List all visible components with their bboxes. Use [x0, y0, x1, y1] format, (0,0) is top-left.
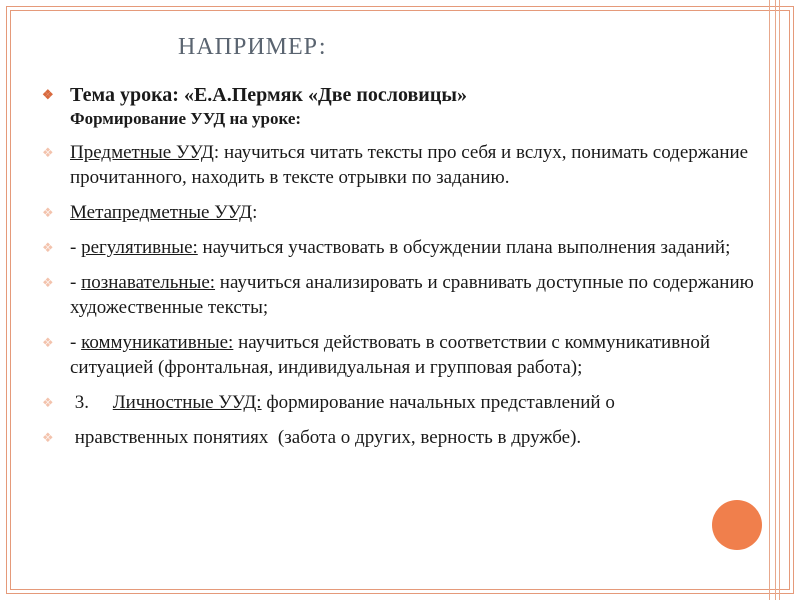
bullet-icon: ❖ — [42, 335, 54, 350]
topic-row — [40, 82, 760, 130]
list-item — [40, 140, 760, 190]
bullet-icon: ❖ — [42, 87, 54, 102]
item-label: Предметные УУД — [70, 142, 214, 163]
slide-content — [40, 82, 760, 450]
item-text: научиться участвовать в обсуждении плана выполнения заданий; — [197, 237, 731, 258]
list-item — [40, 390, 760, 415]
item-prefix: - — [70, 332, 82, 353]
item-label: коммуникативные: — [81, 332, 234, 353]
list-item — [40, 235, 760, 260]
item-label: регулятивные: — [81, 237, 198, 258]
item-prefix: 3. — [70, 392, 113, 413]
item-text: научиться читать тексты про себя и вслух, понимать содержание прочитанного, находить в тексте отрывки по заданию. — [70, 142, 749, 188]
list-item — [40, 330, 760, 380]
item-prefix: - — [70, 237, 82, 258]
decor-line — [769, 0, 770, 600]
decor-line — [779, 0, 780, 600]
bullet-icon: ❖ — [42, 430, 54, 445]
bullet-icon: ❖ — [42, 240, 54, 255]
list-item — [40, 200, 760, 225]
item-sep: : — [252, 202, 258, 223]
decor-line — [775, 0, 776, 600]
decor-circle — [712, 500, 762, 550]
lesson-topic: Тема урока: «Е.А.Пермяк «Две пословицы» — [70, 84, 467, 106]
item-text: научиться анализировать и сравнивать доступные по содержанию художественные тексты; — [70, 272, 754, 318]
bullet-icon: ❖ — [42, 145, 54, 160]
item-text: формирование начальных представлений о — [261, 392, 615, 413]
bullet-icon: ❖ — [42, 395, 54, 410]
slide-title: НАПРИМЕР: — [178, 34, 327, 60]
item-label: познавательные: — [81, 272, 216, 293]
bullet-icon: ❖ — [42, 275, 54, 290]
uud-subtitle: Формирование УУД на уроке: — [70, 109, 302, 128]
item-label: Метапредметные УУД — [70, 202, 253, 223]
item-text: нравственных понятиях (забота о других, верность в дружбе). — [74, 427, 582, 448]
item-text: научиться действовать в соответствии с коммуникативной ситуацией (фронтальная, индивидуальная и групповая работа); — [70, 332, 711, 378]
item-label: Личностные УУД: — [112, 392, 262, 413]
list-item — [40, 270, 760, 320]
item-prefix: - — [70, 272, 82, 293]
list-item — [40, 425, 760, 450]
bullet-icon: ❖ — [42, 205, 54, 220]
item-sep: : — [213, 142, 220, 163]
